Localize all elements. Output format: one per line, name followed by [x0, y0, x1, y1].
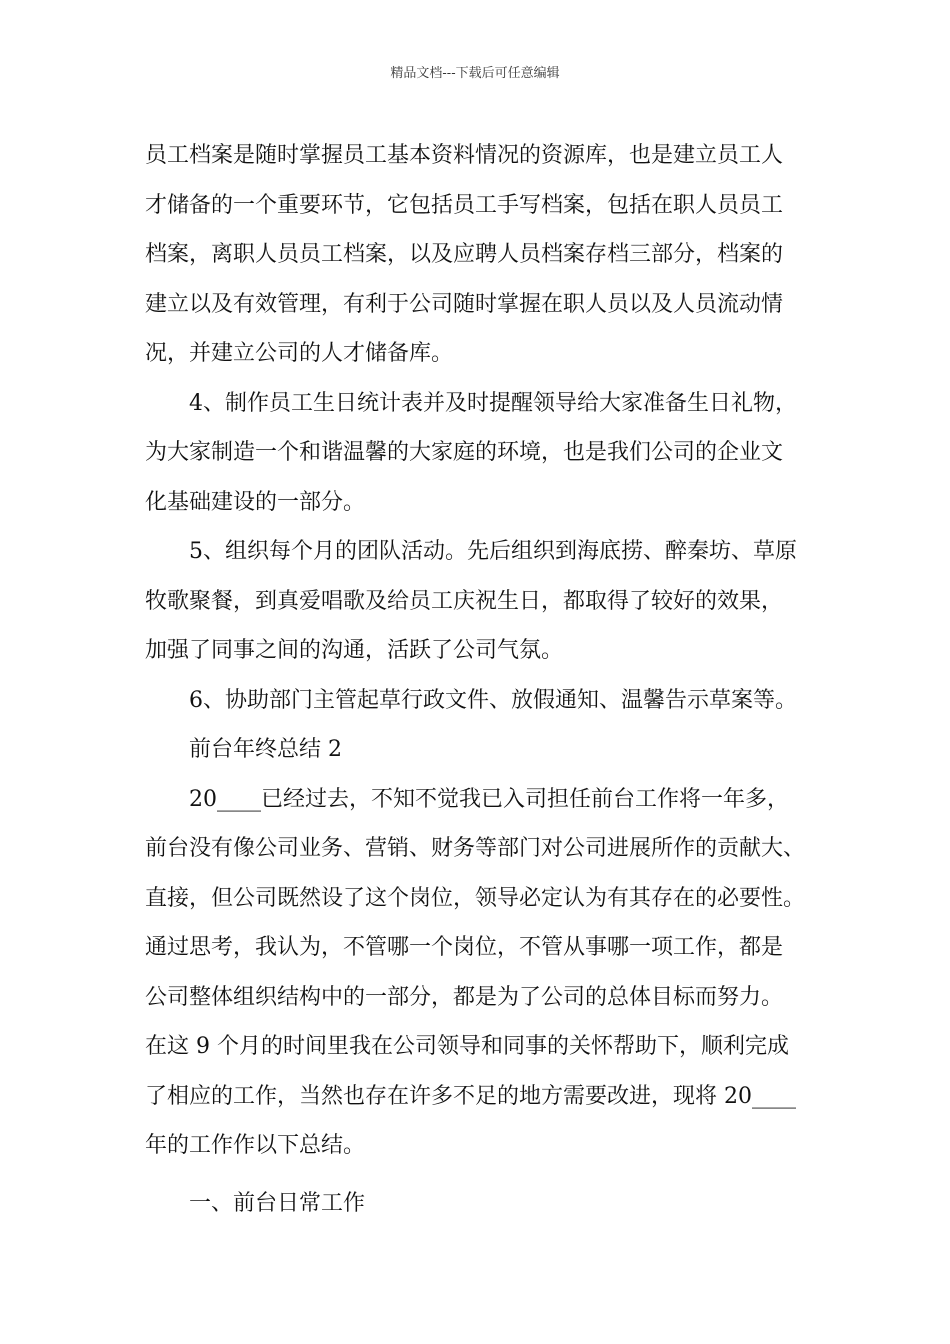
paragraph-line: 5、组织每个月的团队活动。先后组织到海底捞、醉秦坊、草原	[189, 539, 797, 564]
paragraph-line: 化基础建设的一部分。	[145, 489, 366, 515]
paragraph-line: 才储备的一个重要环节，它包括员工手写档案，包括在职人员员工	[145, 192, 784, 218]
paragraph-line: 年的工作作以下总结。	[145, 1133, 366, 1158]
subsection-heading: 一、前台日常工作	[189, 1190, 366, 1216]
paragraph-line: 牧歌聚餐，到真爱唱歌及给员工庆祝生日，都取得了较好的效果，	[145, 588, 784, 614]
document-body	[145, 131, 815, 1228]
paragraph-line: 直接，但公司既然设了这个岗位，领导必定认为有其存在的必要性。	[145, 885, 806, 911]
paragraph-line: 加强了同事之间的沟通，活跃了公司气氛。	[145, 638, 564, 663]
paragraph-line: 为大家制造一个和谐温馨的大家庭的环境，也是我们公司的企业文	[145, 440, 784, 465]
paragraph-line: 公司整体组织结构中的一部分，都是为了公司的总体目标而努力。	[145, 984, 784, 1010]
paragraph-line: 通过思考，我认为，不管哪一个岗位，不管从事哪一项工作，都是	[145, 935, 784, 960]
paragraph-line: 6、协助部门主管起草行政文件、放假通知、温馨告示草案等。	[189, 687, 797, 713]
section-title: 前台年终总结 2	[189, 737, 342, 762]
paragraph-line: 了相应的工作，当然也存在许多不足的地方需要改进，现将 20____	[145, 1083, 796, 1109]
page-header: 精品文档---下载后可任意编辑	[390, 66, 560, 81]
paragraph-line: 4、制作员工生日统计表并及时提醒领导给大家准备生日礼物，	[189, 390, 797, 416]
paragraph-line: 前台没有像公司业务、营销、财务等部门对公司进展所作的贡献大、	[145, 836, 806, 861]
paragraph-line: 20____已经过去，不知不觉我已入司担任前台工作将一年多，	[189, 786, 789, 812]
paragraph-line: 在这 9 个月的时间里我在公司领导和同事的关怀帮助下，顺利完成	[145, 1034, 789, 1059]
paragraph-line: 建立以及有效管理，有利于公司随时掌握在职人员以及人员流动情	[145, 291, 784, 317]
paragraph-line: 况，并建立公司的人才储备库。	[145, 341, 454, 366]
paragraph-line: 档案，离职人员员工档案，以及应聘人员档案存档三部分，档案的	[145, 242, 784, 267]
paragraph-line: 员工档案是随时掌握员工基本资料情况的资源库，也是建立员工人	[145, 143, 784, 168]
